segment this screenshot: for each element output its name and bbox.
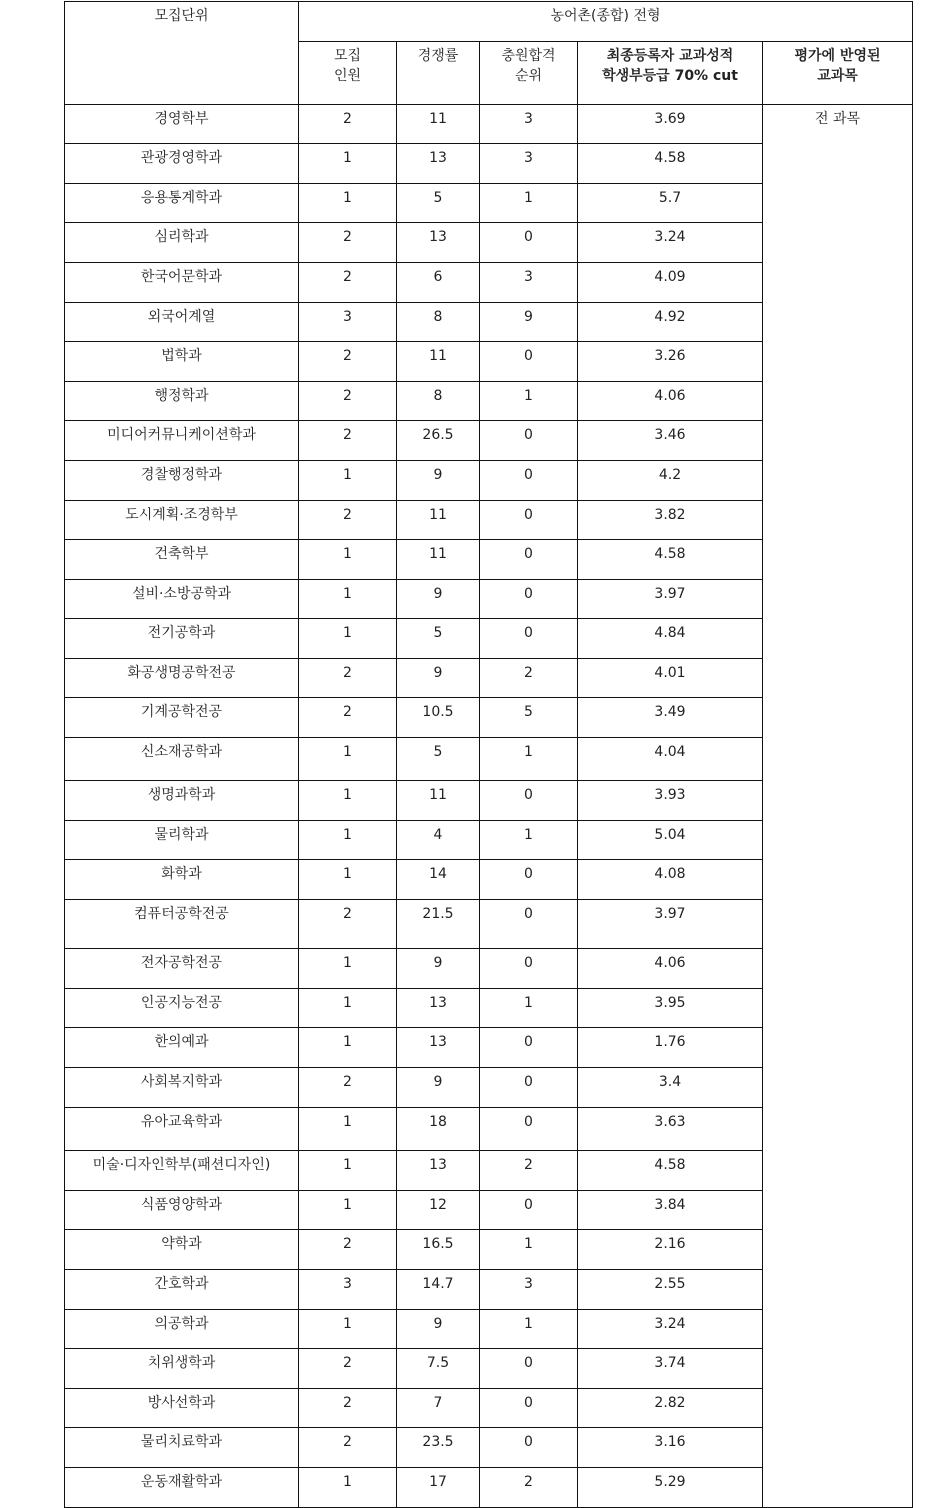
cell-extra-pass-rank: 0	[480, 781, 578, 821]
cell-extra-pass-rank: 0	[480, 580, 578, 619]
cell-extra-pass-rank: 0	[480, 1349, 578, 1389]
cell-competition-rate: 14.7	[397, 1270, 480, 1310]
cell-recruit-count: 2	[299, 105, 397, 144]
cell-competition-rate: 5	[397, 738, 480, 781]
cell-subjects	[763, 303, 913, 342]
cell-extra-pass-rank: 0	[480, 461, 578, 501]
cell-competition-rate: 13	[397, 1151, 480, 1191]
cell-recruit-unit: 유아교육학과	[65, 1108, 299, 1151]
cell-subjects	[763, 1468, 913, 1508]
cell-subjects	[763, 1028, 913, 1068]
cell-competition-rate: 8	[397, 303, 480, 342]
cell-recruit-unit: 경찰행정학과	[65, 461, 299, 501]
cell-grade-cut: 4.09	[578, 263, 763, 303]
cell-recruit-count: 2	[299, 1230, 397, 1270]
cell-extra-pass-rank: 1	[480, 989, 578, 1028]
cell-recruit-unit: 전기공학과	[65, 619, 299, 659]
table-row	[65, 184, 913, 223]
table-row	[65, 303, 913, 342]
cell-subjects	[763, 698, 913, 738]
cell-recruit-count: 3	[299, 303, 397, 342]
cell-grade-cut: 4.58	[578, 540, 763, 580]
cell-grade-cut: 3.24	[578, 1310, 763, 1349]
cell-extra-pass-rank: 0	[480, 1428, 578, 1468]
cell-recruit-unit: 화학과	[65, 860, 299, 900]
cell-grade-cut: 2.82	[578, 1389, 763, 1428]
cell-recruit-unit: 한의예과	[65, 1028, 299, 1068]
cell-grade-cut: 4.84	[578, 619, 763, 659]
cell-subjects	[763, 382, 913, 421]
cell-recruit-unit: 경영학부	[65, 105, 299, 144]
cell-recruit-count: 1	[299, 580, 397, 619]
cell-extra-pass-rank: 0	[480, 900, 578, 949]
cell-grade-cut: 4.58	[578, 144, 763, 184]
cell-competition-rate: 16.5	[397, 1230, 480, 1270]
cell-subjects	[763, 949, 913, 989]
table-row	[65, 1310, 913, 1349]
cell-competition-rate: 7.5	[397, 1349, 480, 1389]
cell-recruit-count: 1	[299, 1108, 397, 1151]
cell-extra-pass-rank: 0	[480, 1191, 578, 1230]
table-row	[65, 1151, 913, 1191]
cell-recruit-count: 2	[299, 223, 397, 263]
cell-competition-rate: 13	[397, 144, 480, 184]
table-row	[65, 900, 913, 949]
cell-recruit-unit: 의공학과	[65, 1310, 299, 1349]
cell-grade-cut: 4.92	[578, 303, 763, 342]
header-recruit-count	[299, 42, 397, 105]
table-row	[65, 580, 913, 619]
cell-grade-cut: 3.74	[578, 1349, 763, 1389]
cell-recruit-unit: 간호학과	[65, 1270, 299, 1310]
cell-extra-pass-rank: 0	[480, 1108, 578, 1151]
table-row	[65, 144, 913, 184]
cell-extra-pass-rank: 0	[480, 1028, 578, 1068]
cell-subjects	[763, 1108, 913, 1151]
cell-grade-cut: 3.97	[578, 900, 763, 949]
table-row	[65, 382, 913, 421]
cell-subjects	[763, 781, 913, 821]
cell-recruit-count: 3	[299, 1270, 397, 1310]
header-subjects	[763, 42, 913, 105]
header-competition-rate: 경쟁률	[397, 42, 480, 105]
table-row	[65, 1068, 913, 1108]
cell-grade-cut: 5.29	[578, 1468, 763, 1508]
cell-grade-cut: 4.08	[578, 860, 763, 900]
cell-recruit-count: 2	[299, 263, 397, 303]
cell-recruit-count: 1	[299, 1191, 397, 1230]
cell-competition-rate: 14	[397, 860, 480, 900]
cell-grade-cut: 3.24	[578, 223, 763, 263]
cell-recruit-unit: 외국어계열	[65, 303, 299, 342]
cell-extra-pass-rank: 9	[480, 303, 578, 342]
cell-recruit-count: 2	[299, 1068, 397, 1108]
cell-grade-cut: 4.58	[578, 1151, 763, 1191]
header-extra-line2: 순위	[514, 68, 543, 84]
table-row	[65, 1108, 913, 1151]
table-row	[65, 619, 913, 659]
table-row	[65, 1028, 913, 1068]
cell-extra-pass-rank: 2	[480, 659, 578, 698]
cell-grade-cut: 2.16	[578, 1230, 763, 1270]
cell-recruit-unit: 사회복지학과	[65, 1068, 299, 1108]
cell-extra-pass-rank: 3	[480, 263, 578, 303]
cell-competition-rate: 18	[397, 1108, 480, 1151]
table-row	[65, 1468, 913, 1508]
cell-competition-rate: 9	[397, 949, 480, 989]
cell-recruit-unit: 방사선학과	[65, 1389, 299, 1428]
header-grade-line2: 학생부등급 70% cut	[602, 68, 738, 84]
cell-recruit-count: 2	[299, 1349, 397, 1389]
cell-extra-pass-rank: 0	[480, 1068, 578, 1108]
cell-grade-cut: 3.4	[578, 1068, 763, 1108]
cell-grade-cut: 3.26	[578, 342, 763, 382]
cell-subjects	[763, 1068, 913, 1108]
table-row	[65, 860, 913, 900]
table-row	[65, 105, 913, 144]
cell-subjects	[763, 1389, 913, 1428]
header-grade-line1: 최종등록자 교과성적	[606, 48, 734, 64]
cell-grade-cut: 3.63	[578, 1108, 763, 1151]
cell-extra-pass-rank: 0	[480, 501, 578, 540]
table-row	[65, 738, 913, 781]
cell-grade-cut: 5.04	[578, 821, 763, 860]
cell-competition-rate: 11	[397, 781, 480, 821]
cell-recruit-count: 2	[299, 1428, 397, 1468]
table-body	[65, 105, 913, 1508]
cell-subjects	[763, 821, 913, 860]
cell-grade-cut: 2.55	[578, 1270, 763, 1310]
cell-extra-pass-rank: 1	[480, 738, 578, 781]
cell-recruit-count: 1	[299, 1310, 397, 1349]
cell-recruit-unit: 물리치료학과	[65, 1428, 299, 1468]
cell-grade-cut: 3.82	[578, 501, 763, 540]
table-row	[65, 421, 913, 461]
header-unit: 모집단위	[65, 2, 299, 105]
cell-extra-pass-rank: 1	[480, 382, 578, 421]
cell-competition-rate: 17	[397, 1468, 480, 1508]
cell-recruit-unit: 관광경영학과	[65, 144, 299, 184]
cell-extra-pass-rank: 0	[480, 342, 578, 382]
cell-subjects	[763, 1151, 913, 1191]
cell-recruit-count: 2	[299, 698, 397, 738]
cell-competition-rate: 26.5	[397, 421, 480, 461]
cell-recruit-unit: 신소재공학과	[65, 738, 299, 781]
cell-extra-pass-rank: 3	[480, 144, 578, 184]
cell-recruit-count: 2	[299, 382, 397, 421]
cell-extra-pass-rank: 0	[480, 619, 578, 659]
cell-recruit-count: 1	[299, 860, 397, 900]
cell-recruit-unit: 화공생명공학전공	[65, 659, 299, 698]
cell-recruit-unit: 미디어커뮤니케이션학과	[65, 421, 299, 461]
table-row	[65, 263, 913, 303]
cell-recruit-count: 1	[299, 540, 397, 580]
cell-recruit-unit: 생명과학과	[65, 781, 299, 821]
table-row	[65, 501, 913, 540]
table-row	[65, 1389, 913, 1428]
cell-extra-pass-rank: 1	[480, 184, 578, 223]
cell-recruit-unit: 행정학과	[65, 382, 299, 421]
cell-competition-rate: 5	[397, 184, 480, 223]
cell-competition-rate: 21.5	[397, 900, 480, 949]
cell-subjects	[763, 421, 913, 461]
header-admission-type: 농어촌(종합) 전형	[299, 2, 913, 42]
cell-grade-cut: 1.76	[578, 1028, 763, 1068]
cell-recruit-unit: 법학과	[65, 342, 299, 382]
cell-recruit-unit: 한국어문학과	[65, 263, 299, 303]
cell-extra-pass-rank: 1	[480, 1310, 578, 1349]
cell-recruit-unit: 컴퓨터공학전공	[65, 900, 299, 949]
cell-subjects	[763, 1230, 913, 1270]
cell-grade-cut: 4.2	[578, 461, 763, 501]
cell-grade-cut: 3.95	[578, 989, 763, 1028]
cell-grade-cut: 4.04	[578, 738, 763, 781]
cell-subjects	[763, 659, 913, 698]
cell-competition-rate: 7	[397, 1389, 480, 1428]
cell-recruit-count: 2	[299, 501, 397, 540]
cell-recruit-count: 1	[299, 1468, 397, 1508]
cell-subjects	[763, 989, 913, 1028]
cell-recruit-count: 1	[299, 1151, 397, 1191]
cell-subjects: 전 과목	[763, 105, 913, 144]
cell-recruit-count: 2	[299, 421, 397, 461]
cell-competition-rate: 9	[397, 1068, 480, 1108]
cell-subjects	[763, 501, 913, 540]
cell-recruit-count: 1	[299, 781, 397, 821]
cell-competition-rate: 6	[397, 263, 480, 303]
cell-competition-rate: 11	[397, 501, 480, 540]
table-row	[65, 821, 913, 860]
cell-competition-rate: 11	[397, 105, 480, 144]
cell-recruit-count: 1	[299, 184, 397, 223]
cell-grade-cut: 3.69	[578, 105, 763, 144]
header-extra-pass-rank	[480, 42, 578, 105]
cell-grade-cut: 4.06	[578, 949, 763, 989]
cell-subjects	[763, 1191, 913, 1230]
table-row	[65, 1191, 913, 1230]
cell-extra-pass-rank: 3	[480, 105, 578, 144]
cell-recruit-count: 1	[299, 619, 397, 659]
cell-grade-cut: 3.16	[578, 1428, 763, 1468]
cell-recruit-unit: 인공지능전공	[65, 989, 299, 1028]
cell-grade-cut: 4.01	[578, 659, 763, 698]
cell-recruit-count: 2	[299, 1389, 397, 1428]
header-recruit-line2: 인원	[333, 68, 362, 84]
cell-extra-pass-rank: 2	[480, 1151, 578, 1191]
table-row	[65, 1428, 913, 1468]
cell-recruit-count: 2	[299, 659, 397, 698]
cell-subjects	[763, 619, 913, 659]
table-row	[65, 989, 913, 1028]
cell-competition-rate: 9	[397, 461, 480, 501]
cell-recruit-count: 1	[299, 461, 397, 501]
cell-recruit-unit: 식품영양학과	[65, 1191, 299, 1230]
header-recruit-line1: 모집	[333, 48, 362, 64]
cell-recruit-count: 2	[299, 900, 397, 949]
cell-subjects	[763, 580, 913, 619]
cell-recruit-unit: 약학과	[65, 1230, 299, 1270]
header-subjects-line1: 평가에 반영된	[794, 48, 881, 64]
cell-grade-cut: 3.97	[578, 580, 763, 619]
cell-competition-rate: 13	[397, 223, 480, 263]
cell-competition-rate: 9	[397, 659, 480, 698]
cell-subjects	[763, 540, 913, 580]
cell-recruit-unit: 응용통계학과	[65, 184, 299, 223]
cell-grade-cut: 3.93	[578, 781, 763, 821]
cell-recruit-count: 1	[299, 949, 397, 989]
cell-competition-rate: 10.5	[397, 698, 480, 738]
cell-recruit-unit: 기계공학전공	[65, 698, 299, 738]
cell-competition-rate: 9	[397, 580, 480, 619]
cell-extra-pass-rank: 0	[480, 949, 578, 989]
cell-subjects	[763, 900, 913, 949]
cell-subjects	[763, 144, 913, 184]
cell-extra-pass-rank: 5	[480, 698, 578, 738]
admissions-table	[64, 1, 913, 1508]
table-row	[65, 1270, 913, 1310]
cell-competition-rate: 12	[397, 1191, 480, 1230]
cell-grade-cut: 3.84	[578, 1191, 763, 1230]
cell-subjects	[763, 263, 913, 303]
cell-subjects	[763, 461, 913, 501]
cell-extra-pass-rank: 0	[480, 1389, 578, 1428]
cell-subjects	[763, 1428, 913, 1468]
cell-grade-cut: 3.46	[578, 421, 763, 461]
table-row	[65, 540, 913, 580]
cell-subjects	[763, 860, 913, 900]
cell-subjects	[763, 184, 913, 223]
cell-subjects	[763, 223, 913, 263]
cell-recruit-unit: 도시계획·조경학부	[65, 501, 299, 540]
cell-recruit-unit: 설비·소방공학과	[65, 580, 299, 619]
cell-competition-rate: 5	[397, 619, 480, 659]
cell-extra-pass-rank: 1	[480, 1230, 578, 1270]
cell-subjects	[763, 1270, 913, 1310]
cell-extra-pass-rank: 0	[480, 223, 578, 263]
cell-extra-pass-rank: 2	[480, 1468, 578, 1508]
cell-competition-rate: 8	[397, 382, 480, 421]
cell-competition-rate: 11	[397, 540, 480, 580]
table-row	[65, 781, 913, 821]
cell-recruit-unit: 건축학부	[65, 540, 299, 580]
cell-recruit-count: 1	[299, 144, 397, 184]
cell-recruit-unit: 심리학과	[65, 223, 299, 263]
cell-recruit-unit: 치위생학과	[65, 1349, 299, 1389]
cell-grade-cut: 4.06	[578, 382, 763, 421]
cell-extra-pass-rank: 3	[480, 1270, 578, 1310]
header-grade-cut	[578, 42, 763, 105]
table-row	[65, 949, 913, 989]
cell-recruit-count: 2	[299, 342, 397, 382]
cell-grade-cut: 3.49	[578, 698, 763, 738]
table-row	[65, 1349, 913, 1389]
cell-extra-pass-rank: 0	[480, 421, 578, 461]
cell-recruit-unit: 전자공학전공	[65, 949, 299, 989]
cell-recruit-count: 1	[299, 989, 397, 1028]
cell-subjects	[763, 342, 913, 382]
cell-subjects	[763, 738, 913, 781]
cell-extra-pass-rank: 0	[480, 860, 578, 900]
cell-competition-rate: 23.5	[397, 1428, 480, 1468]
table-row	[65, 223, 913, 263]
table-row	[65, 342, 913, 382]
cell-subjects	[763, 1310, 913, 1349]
cell-recruit-count: 1	[299, 1028, 397, 1068]
header-extra-line1: 충원합격	[501, 48, 556, 64]
cell-recruit-unit: 물리학과	[65, 821, 299, 860]
table-row	[65, 659, 913, 698]
cell-competition-rate: 4	[397, 821, 480, 860]
cell-recruit-unit: 미술·디자인학부(패션디자인)	[65, 1151, 299, 1191]
cell-recruit-count: 1	[299, 821, 397, 860]
table-row	[65, 461, 913, 501]
cell-subjects	[763, 1349, 913, 1389]
cell-recruit-count: 1	[299, 738, 397, 781]
table-row	[65, 1230, 913, 1270]
table-row	[65, 698, 913, 738]
cell-recruit-unit: 운동재활학과	[65, 1468, 299, 1508]
cell-grade-cut: 5.7	[578, 184, 763, 223]
cell-extra-pass-rank: 1	[480, 821, 578, 860]
cell-competition-rate: 13	[397, 989, 480, 1028]
cell-competition-rate: 13	[397, 1028, 480, 1068]
header-subjects-line2: 교과목	[817, 68, 858, 84]
cell-extra-pass-rank: 0	[480, 540, 578, 580]
cell-competition-rate: 11	[397, 342, 480, 382]
cell-competition-rate: 9	[397, 1310, 480, 1349]
